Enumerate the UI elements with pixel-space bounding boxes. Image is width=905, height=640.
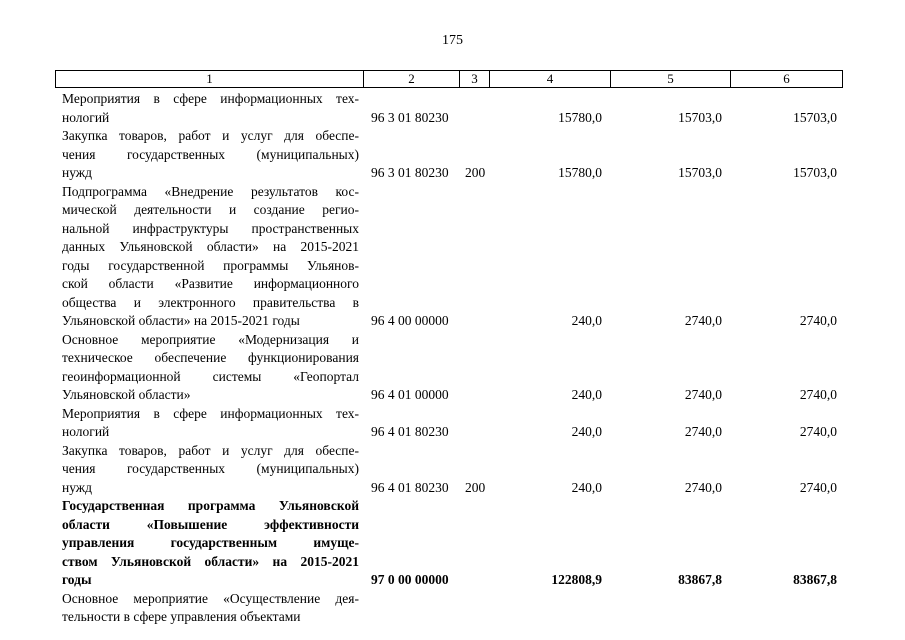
- row-value-2020: 15703,0: [678, 165, 722, 180]
- description-line: нологий: [62, 424, 110, 439]
- description-line: чения государственных (муниципальных): [62, 146, 359, 162]
- description-line: Подпрограмма «Внедрение результатов кос-: [62, 183, 359, 199]
- row-description: [62, 405, 359, 442]
- description-line: Мероприятия в сфере информационных тех-: [62, 405, 359, 421]
- header-col-5: 5: [611, 71, 731, 88]
- row-value-2021: 15703,0: [793, 165, 837, 180]
- table-row: [0, 331, 905, 405]
- page-number: 175: [442, 33, 463, 48]
- description-line: Мероприятия в сфере информационных тех-: [62, 91, 359, 106]
- description-line: нужд: [62, 479, 92, 495]
- row-expense-type: 200: [465, 165, 486, 180]
- row-value-2019: 15780,0: [558, 165, 602, 180]
- table-row: [0, 497, 905, 590]
- description-line: области «Повышение эффективности: [62, 516, 359, 532]
- description-line: управления государственным имуще-: [62, 535, 359, 550]
- header-col-3: 3: [460, 71, 490, 88]
- description-line: ством Ульяновской области» на 2015-2021: [62, 553, 359, 569]
- row-value-2019: 15780,0: [558, 109, 602, 125]
- header-col-6: 6: [731, 71, 843, 88]
- row-value-2021: 83867,8: [793, 572, 837, 587]
- description-line: тельности в сфере управления объектами: [62, 609, 301, 624]
- description-line: Ульяновской области»: [62, 387, 191, 402]
- table-header: [55, 70, 843, 88]
- description-line: геоинформационной системы «Геопортал: [62, 368, 359, 384]
- row-value-2021: 15703,0: [793, 109, 837, 125]
- row-description: [62, 497, 359, 590]
- description-line: Закупка товаров, работ и услуг для обеспе-: [62, 128, 359, 143]
- row-value-2019: 240,0: [571, 313, 602, 328]
- row-expense-type: 200: [465, 479, 486, 495]
- description-line: техническое обеспечение функционирования: [62, 350, 359, 365]
- description-line: Закупка товаров, работ и услуг для обеспе-: [62, 442, 359, 458]
- row-value-2019: 240,0: [571, 387, 602, 402]
- row-value-2021: 2740,0: [799, 387, 837, 402]
- table-row: [0, 183, 905, 331]
- row-value-2020: 2740,0: [684, 424, 722, 439]
- description-line: Основное мероприятие «Модернизация и: [62, 331, 359, 347]
- description-line: ской области «Развитие информационного: [62, 276, 359, 291]
- table-body: [0, 90, 905, 627]
- description-line: нальной инфраструктуры пространственных: [62, 220, 359, 236]
- row-value-2021: 2740,0: [799, 424, 837, 439]
- table-row: [0, 90, 905, 127]
- row-code: 96 4 01 00000: [371, 387, 449, 402]
- header-col-2: 2: [364, 71, 460, 88]
- description-line: годы государственной программы Ульянов-: [62, 257, 359, 273]
- row-description: [62, 331, 359, 405]
- description-line: Ульяновской области» на 2015-2021 годы: [62, 313, 300, 328]
- row-value-2020: 2740,0: [684, 313, 722, 328]
- row-value-2020: 15703,0: [678, 109, 722, 125]
- row-description: [62, 127, 359, 183]
- row-value-2019: 122808,9: [551, 572, 602, 587]
- description-line: Основное мероприятие «Осуществление дея-: [62, 590, 359, 606]
- row-value-2021: 2740,0: [799, 479, 837, 495]
- description-line: мической деятельности и создание регио-: [62, 202, 359, 217]
- description-line: чения государственных (муниципальных): [62, 461, 359, 476]
- description-line: Государственная программа Ульяновской: [62, 498, 359, 513]
- table-row: [0, 405, 905, 442]
- row-code: 96 4 00 00000: [371, 313, 449, 328]
- table-row: [0, 590, 905, 627]
- row-description: [62, 90, 359, 127]
- row-description: [62, 442, 359, 498]
- row-value-2019: 240,0: [571, 424, 602, 439]
- row-value-2020: 2740,0: [684, 479, 722, 495]
- row-code: 97 0 00 00000: [371, 572, 449, 587]
- description-line: нологий: [62, 109, 110, 125]
- row-description: [62, 590, 359, 627]
- row-code: 96 3 01 80230: [371, 165, 449, 180]
- table-row: [0, 442, 905, 498]
- description-line: годы: [62, 572, 92, 587]
- row-value-2019: 240,0: [571, 479, 602, 495]
- description-line: нужд: [62, 165, 92, 180]
- row-description: [62, 183, 359, 331]
- description-line: общества и электронного правительства в: [62, 294, 359, 310]
- row-value-2020: 83867,8: [678, 572, 722, 587]
- row-code: 96 4 01 80230: [371, 479, 449, 495]
- table-row: [0, 127, 905, 183]
- header-col-4: 4: [490, 71, 611, 88]
- row-value-2021: 2740,0: [799, 313, 837, 328]
- header-col-1: 1: [56, 71, 364, 88]
- description-line: данных Ульяновской области» на 2015-2021: [62, 239, 359, 254]
- row-code: 96 3 01 80230: [371, 109, 449, 125]
- row-code: 96 4 01 80230: [371, 424, 449, 439]
- row-value-2020: 2740,0: [684, 387, 722, 402]
